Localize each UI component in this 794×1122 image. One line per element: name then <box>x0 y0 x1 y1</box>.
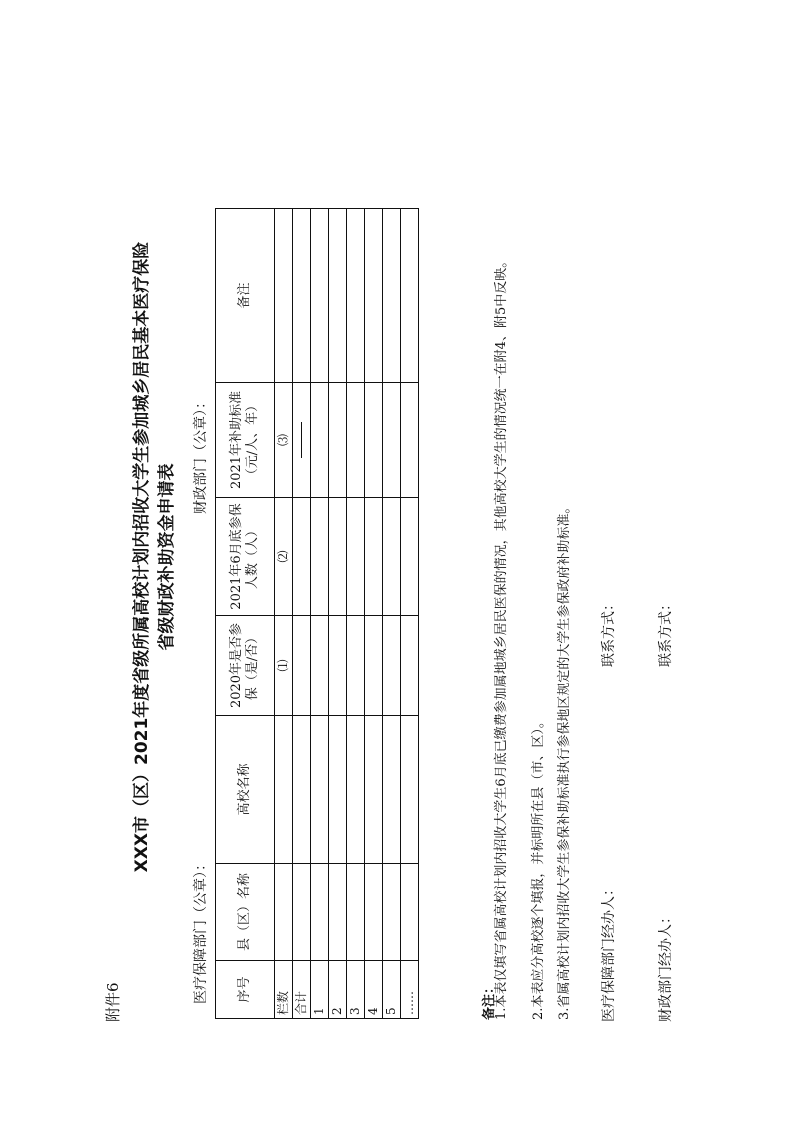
table-cell <box>329 616 347 716</box>
finance-dept-seal-label: 财政部门（公章）： <box>193 395 209 514</box>
table-cell: 3 <box>347 961 365 1019</box>
table-cell <box>293 498 311 616</box>
table-cell: 1 <box>311 961 329 1019</box>
table-cell <box>293 616 311 716</box>
finance-handler-label: 财政部门经办人： <box>658 910 674 1022</box>
table-cell <box>365 716 383 864</box>
table-total-row <box>293 209 311 1019</box>
table-cell <box>383 716 401 864</box>
table-row <box>329 209 347 1019</box>
table-code-row <box>275 209 293 1019</box>
table-row <box>383 209 401 1019</box>
table-cell <box>365 864 383 961</box>
medical-handler-label: 医疗保障部门经办人： <box>601 882 617 1022</box>
table-cell: ⑴ <box>275 616 293 716</box>
table-cell <box>329 498 347 616</box>
table-cell <box>311 716 329 864</box>
table-cell <box>293 864 311 961</box>
table-cell <box>329 209 347 383</box>
subsidy-table-container <box>215 208 419 1019</box>
table-cell <box>383 864 401 961</box>
table-cell <box>347 209 365 383</box>
table-cell <box>275 716 293 864</box>
notes-title: 备注： <box>482 980 497 1020</box>
header-cell: 2021年补助标准（元/人、年） <box>216 383 275 498</box>
note-item-1: 1.本表仅填写省属高校计划内招收大学生6月底已缴费参加属地城乡居民医保的情况，其他高校大学生的情况统一在附4、附5中反映。 <box>494 254 509 1020</box>
table-cell <box>365 383 383 498</box>
table-cell <box>311 616 329 716</box>
table-row <box>347 209 365 1019</box>
table-cell <box>293 383 311 498</box>
table-cell <box>347 498 365 616</box>
table-row <box>365 209 383 1019</box>
table-cell <box>275 209 293 383</box>
table-header-row <box>216 209 275 1019</box>
finance-contact-label: 联系方式： <box>658 597 674 667</box>
header-cell: 2020年是否参保（是/否） <box>216 616 275 716</box>
table-cell <box>401 864 419 961</box>
table-cell: …… <box>401 961 419 1019</box>
table-cell: 栏数 <box>275 961 293 1019</box>
header-cell: 高校名称 <box>216 716 275 864</box>
subsidy-table <box>215 208 419 1019</box>
table-cell <box>311 498 329 616</box>
header-cell: 备注 <box>216 209 275 383</box>
medical-contact-label: 联系方式： <box>601 597 617 667</box>
table-cell <box>401 383 419 498</box>
table-cell <box>383 616 401 716</box>
table-cell <box>329 716 347 864</box>
note-item-3: 3.省属高校计划内招收大学生参保补助标准执行参保地区规定的大学生参保政府补助标准。 <box>557 500 572 1020</box>
table-cell: 5 <box>383 961 401 1019</box>
table-cell <box>329 864 347 961</box>
medical-dept-seal-label: 医疗保障部门（公章）： <box>193 857 209 1004</box>
form-title-line2: 省级财政补助资金申请表 <box>157 463 177 651</box>
table-cell: 4 <box>365 961 383 1019</box>
form-title-line1: XXX市（区）2021年度省级所属高校计划内招收大学生参加城乡居民基本医疗保险 <box>132 241 152 873</box>
table-cell <box>293 209 311 383</box>
table-cell <box>329 383 347 498</box>
table-cell <box>383 209 401 383</box>
annex-label: 附件6 <box>104 982 122 1022</box>
table-cell: ⑶ <box>275 383 293 498</box>
table-cell <box>275 864 293 961</box>
table-cell <box>401 209 419 383</box>
table-cell <box>365 209 383 383</box>
table-cell <box>365 498 383 616</box>
table-cell <box>383 383 401 498</box>
header-cell: 2021年6月底参保人数（人） <box>216 498 275 616</box>
header-cell: 县（区）名称 <box>216 864 275 961</box>
table-cell <box>365 616 383 716</box>
header-cell: 序号 <box>216 961 275 1019</box>
note-item-2: 2.本表应分高校逐个填报，并标明所在县（市、区）。 <box>531 715 546 1020</box>
table-cell <box>383 498 401 616</box>
table-cell <box>401 498 419 616</box>
table-cell <box>401 716 419 864</box>
table-cell <box>401 616 419 716</box>
table-cell <box>311 209 329 383</box>
table-row <box>311 209 329 1019</box>
table-cell: ⑵ <box>275 498 293 616</box>
table-cell: 2 <box>329 961 347 1019</box>
table-row <box>401 209 419 1019</box>
table-cell <box>347 616 365 716</box>
table-cell <box>347 864 365 961</box>
table-cell <box>311 864 329 961</box>
table-cell <box>311 383 329 498</box>
table-cell: 合计 <box>293 961 311 1019</box>
table-cell <box>347 716 365 864</box>
table-cell <box>293 716 311 864</box>
not-applicable-dash <box>301 422 302 458</box>
table-cell <box>347 383 365 498</box>
